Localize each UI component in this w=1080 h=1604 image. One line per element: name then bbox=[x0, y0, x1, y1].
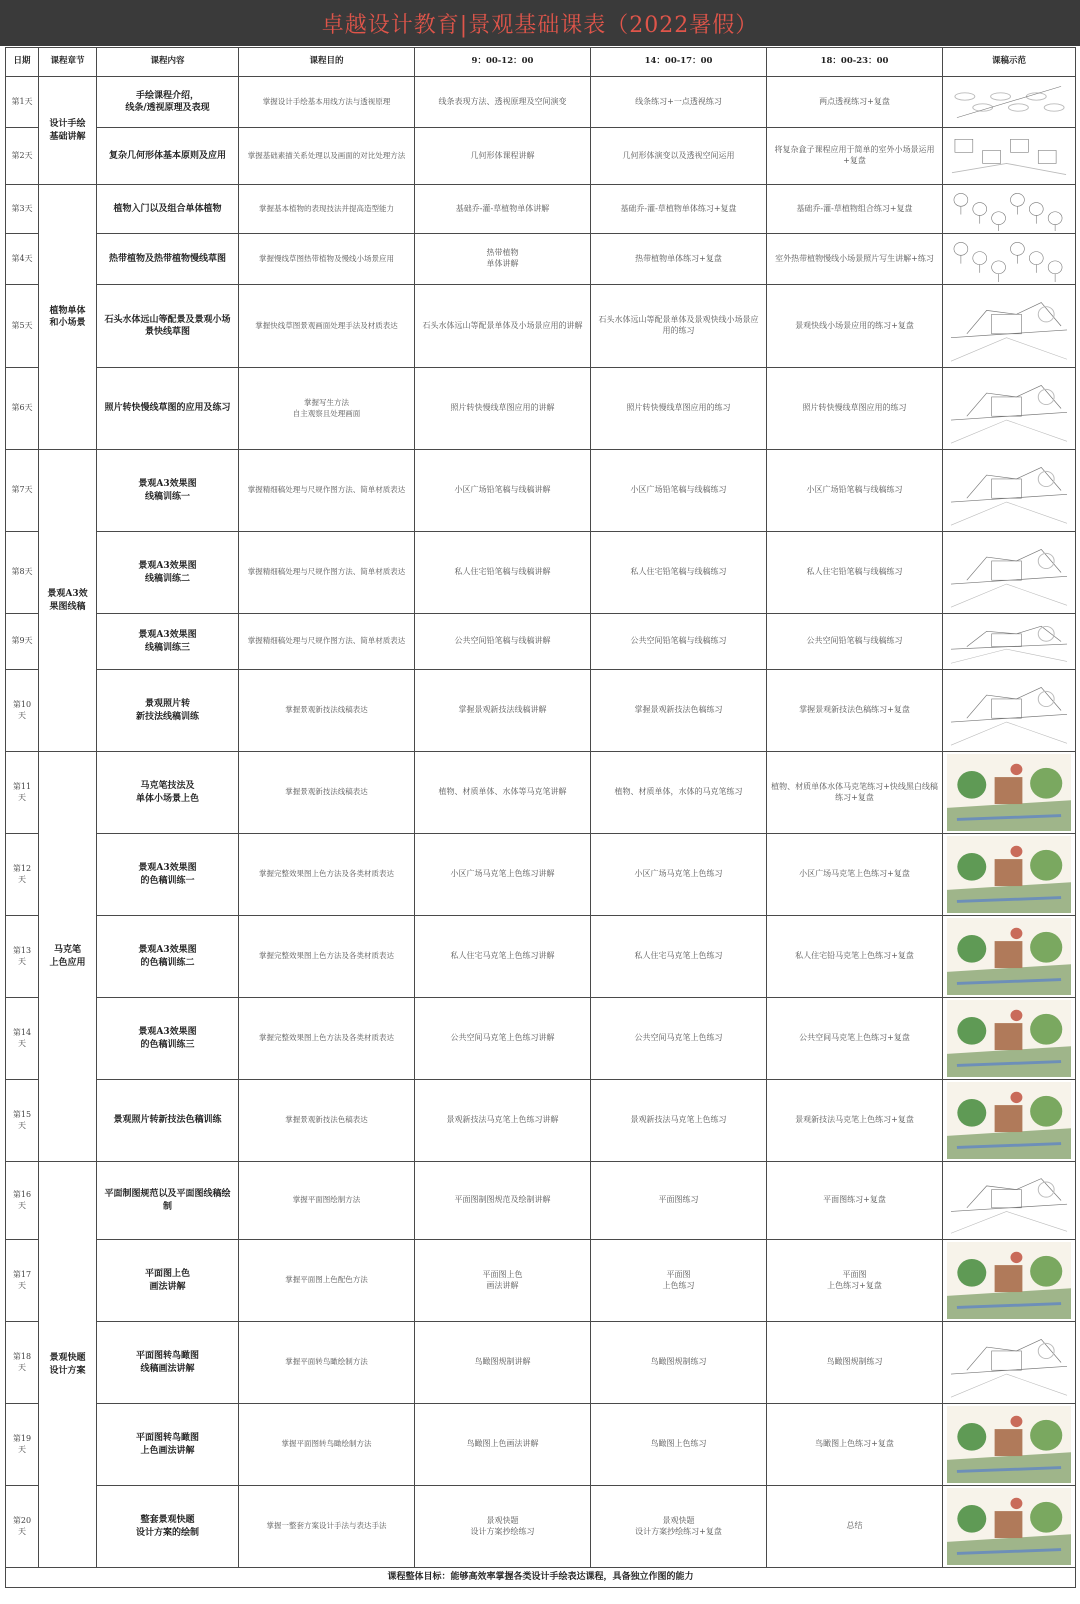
goal-cell: 掌握平面图转鸟瞰绘制方法 bbox=[239, 1404, 415, 1486]
evening-cell: 平面图 上色练习+复盘 bbox=[767, 1240, 943, 1322]
table-row bbox=[6, 234, 1076, 285]
table-row bbox=[6, 1162, 1076, 1240]
sample-image bbox=[943, 234, 1076, 285]
page-title: 卓越设计教育|景观基础课表（2022暑假） bbox=[321, 12, 759, 38]
table-row bbox=[6, 368, 1076, 450]
afternoon-cell: 热带植物单体练习+复盘 bbox=[591, 234, 767, 285]
day-cell: 第5天 bbox=[6, 285, 39, 368]
content-cell: 整套景观快题 设计方案的绘制 bbox=[97, 1486, 239, 1568]
table-row bbox=[6, 532, 1076, 614]
content-cell: 平面图转鸟瞰图 线稿画法讲解 bbox=[97, 1322, 239, 1404]
goal-cell: 掌握景观新技法线稿表达 bbox=[239, 670, 415, 752]
header-morning: 9：00-12：00 bbox=[415, 48, 591, 77]
evening-cell: 鸟瞰图规制练习 bbox=[767, 1322, 943, 1404]
afternoon-cell: 景观新技法马克笔上色练习 bbox=[591, 1080, 767, 1162]
content-cell: 复杂几何形体基本原则及应用 bbox=[97, 128, 239, 185]
day-cell: 第20天 bbox=[6, 1486, 39, 1568]
evening-cell: 两点透视练习+复盘 bbox=[767, 77, 943, 128]
goal-cell: 掌握快线草图景观画面处理手法及材质表达 bbox=[239, 285, 415, 368]
afternoon-cell: 景观快题 设计方案抄绘练习+复盘 bbox=[591, 1486, 767, 1568]
morning-cell: 鸟瞰图规制讲解 bbox=[415, 1322, 591, 1404]
sample-image bbox=[943, 1080, 1076, 1162]
morning-cell: 公共空间铅笔稿与线稿讲解 bbox=[415, 614, 591, 670]
morning-cell: 基础乔-灌-草植物单体讲解 bbox=[415, 185, 591, 234]
sample-image bbox=[943, 128, 1076, 185]
sample-image bbox=[943, 1486, 1076, 1568]
sample-image bbox=[943, 368, 1076, 450]
morning-cell: 私人住宅铅笔稿与线稿讲解 bbox=[415, 532, 591, 614]
day-cell: 第1天 bbox=[6, 77, 39, 128]
table-row bbox=[6, 752, 1076, 834]
morning-cell: 几何形体课程讲解 bbox=[415, 128, 591, 185]
day-cell: 第15天 bbox=[6, 1080, 39, 1162]
table-row bbox=[6, 998, 1076, 1080]
day-cell: 第19天 bbox=[6, 1404, 39, 1486]
afternoon-cell: 私人住宅马克笔上色练习 bbox=[591, 916, 767, 998]
content-cell: 景观A3效果图 线稿训练三 bbox=[97, 614, 239, 670]
header-row bbox=[6, 48, 1076, 77]
goal-cell: 掌握平面转鸟瞰绘制方法 bbox=[239, 1322, 415, 1404]
morning-cell: 公共空间马克笔上色练习讲解 bbox=[415, 998, 591, 1080]
title-bar bbox=[0, 0, 1080, 46]
content-cell: 景观A3效果图 的色稿训练三 bbox=[97, 998, 239, 1080]
sample-image bbox=[943, 834, 1076, 916]
sample-image bbox=[943, 185, 1076, 234]
content-cell: 景观照片转 新技法线稿训练 bbox=[97, 670, 239, 752]
day-cell: 第6天 bbox=[6, 368, 39, 450]
sample-image bbox=[943, 670, 1076, 752]
morning-cell: 热带植物 单体讲解 bbox=[415, 234, 591, 285]
content-cell: 手绘课程介绍， 线条/透视原理及表现 bbox=[97, 77, 239, 128]
day-cell: 第14天 bbox=[6, 998, 39, 1080]
content-cell: 平面图上色 画法讲解 bbox=[97, 1240, 239, 1322]
morning-cell: 平面图制图规范及绘制讲解 bbox=[415, 1162, 591, 1240]
content-cell: 热带植物及热带植物慢线草图 bbox=[97, 234, 239, 285]
chapter-cell: 马克笔 上色应用 bbox=[39, 752, 97, 1162]
chapter-cell: 植物单体 和小场景 bbox=[39, 185, 97, 450]
table-row bbox=[6, 1486, 1076, 1568]
afternoon-cell: 石头水体远山等配景单体及景观快线小场景应用的练习 bbox=[591, 285, 767, 368]
chapter-cell: 景观A3效 果图线稿 bbox=[39, 450, 97, 752]
header-content: 课程内容 bbox=[97, 48, 239, 77]
table-row bbox=[6, 1404, 1076, 1486]
morning-cell: 鸟瞰图上色画法讲解 bbox=[415, 1404, 591, 1486]
evening-cell: 平面图练习+复盘 bbox=[767, 1162, 943, 1240]
table-row bbox=[6, 1080, 1076, 1162]
evening-cell: 基础乔-灌-草植物组合练习+复盘 bbox=[767, 185, 943, 234]
goal-cell: 掌握完整效果图上色方法及各类材质表达 bbox=[239, 834, 415, 916]
goal-cell: 掌握精细稿处理与尺规作图方法、简单材质表达 bbox=[239, 614, 415, 670]
content-cell: 植物入门以及组合单体植物 bbox=[97, 185, 239, 234]
day-cell: 第4天 bbox=[6, 234, 39, 285]
sample-image bbox=[943, 1162, 1076, 1240]
sample-image bbox=[943, 77, 1076, 128]
header-afternoon: 14：00-17：00 bbox=[591, 48, 767, 77]
afternoon-cell: 几何形体演变以及透视空间运用 bbox=[591, 128, 767, 185]
goal-cell: 掌握设计手绘基本用线方法与透视原理 bbox=[239, 77, 415, 128]
afternoon-cell: 鸟瞰图上色练习 bbox=[591, 1404, 767, 1486]
sample-image bbox=[943, 285, 1076, 368]
table-row bbox=[6, 916, 1076, 998]
afternoon-cell: 照片转快慢线草图应用的练习 bbox=[591, 368, 767, 450]
content-cell: 马克笔技法及 单体小场景上色 bbox=[97, 752, 239, 834]
table-row bbox=[6, 77, 1076, 128]
schedule-body bbox=[6, 77, 1076, 1568]
chapter-cell: 设计手绘 基础讲解 bbox=[39, 77, 97, 185]
afternoon-cell: 平面图练习 bbox=[591, 1162, 767, 1240]
afternoon-cell: 线条练习+一点透视练习 bbox=[591, 77, 767, 128]
day-cell: 第10天 bbox=[6, 670, 39, 752]
morning-cell: 私人住宅马克笔上色练习讲解 bbox=[415, 916, 591, 998]
header-sample: 课稿示范 bbox=[943, 48, 1076, 77]
evening-cell: 鸟瞰图上色练习+复盘 bbox=[767, 1404, 943, 1486]
evening-cell: 植物、材质单体水体马克笔练习+快线黑白线稿练习+复盘 bbox=[767, 752, 943, 834]
table-row bbox=[6, 670, 1076, 752]
afternoon-cell: 小区广场铅笔稿与线稿练习 bbox=[591, 450, 767, 532]
goal-cell: 掌握完整效果图上色方法及各类材质表达 bbox=[239, 998, 415, 1080]
morning-cell: 掌握景观新技法线稿讲解 bbox=[415, 670, 591, 752]
morning-cell: 石头水体远山等配景单体及小场景应用的讲解 bbox=[415, 285, 591, 368]
day-cell: 第11天 bbox=[6, 752, 39, 834]
evening-cell: 私人住宅铅笔稿与线稿练习 bbox=[767, 532, 943, 614]
afternoon-cell: 基础乔-灌-草植物单体练习+复盘 bbox=[591, 185, 767, 234]
header-goal: 课程目的 bbox=[239, 48, 415, 77]
content-cell: 景观A3效果图 线稿训练二 bbox=[97, 532, 239, 614]
content-cell: 照片转快慢线草图的应用及练习 bbox=[97, 368, 239, 450]
goal-cell: 掌握写生方法 自主观察且处理画面 bbox=[239, 368, 415, 450]
evening-cell: 小区广场铅笔稿与线稿练习 bbox=[767, 450, 943, 532]
morning-cell: 景观新技法马克笔上色练习讲解 bbox=[415, 1080, 591, 1162]
chapter-cell: 景观快题 设计方案 bbox=[39, 1162, 97, 1568]
evening-cell: 室外热带植物慢线小场景照片写生讲解+练习 bbox=[767, 234, 943, 285]
header-evening: 18：00-23：00 bbox=[767, 48, 943, 77]
goal-cell: 掌握平面图上色配色方法 bbox=[239, 1240, 415, 1322]
day-cell: 第2天 bbox=[6, 128, 39, 185]
day-cell: 第16天 bbox=[6, 1162, 39, 1240]
morning-cell: 线条表现方法、透视原理及空间演变 bbox=[415, 77, 591, 128]
content-cell: 景观照片转新技法色稿训练 bbox=[97, 1080, 239, 1162]
sample-image bbox=[943, 614, 1076, 670]
day-cell: 第8天 bbox=[6, 532, 39, 614]
goal-cell: 掌握基本植物的表现技法并提高造型能力 bbox=[239, 185, 415, 234]
header-chapter: 课程章节 bbox=[39, 48, 97, 77]
sample-image bbox=[943, 532, 1076, 614]
goal-cell: 掌握完整效果图上色方法及各类材质表达 bbox=[239, 916, 415, 998]
goal-cell: 掌握精细稿处理与尺规作图方法、简单材质表达 bbox=[239, 450, 415, 532]
morning-cell: 平面图上色 画法讲解 bbox=[415, 1240, 591, 1322]
sample-image bbox=[943, 752, 1076, 834]
evening-cell: 景观快线小场景应用的练习+复盘 bbox=[767, 285, 943, 368]
sample-image bbox=[943, 1322, 1076, 1404]
header-date: 日期 bbox=[6, 48, 39, 77]
goal-cell: 掌握慢线草图热带植物及慢线小场景应用 bbox=[239, 234, 415, 285]
evening-cell: 掌握景观新技法色稿练习+复盘 bbox=[767, 670, 943, 752]
content-cell: 景观A3效果图 的色稿训练一 bbox=[97, 834, 239, 916]
day-cell: 第12天 bbox=[6, 834, 39, 916]
table-row bbox=[6, 450, 1076, 532]
afternoon-cell: 掌握景观新技法色稿练习 bbox=[591, 670, 767, 752]
goal-cell: 掌握精细稿处理与尺规作图方法、简单材质表达 bbox=[239, 532, 415, 614]
content-cell: 平面图转鸟瞰图 上色画法讲解 bbox=[97, 1404, 239, 1486]
afternoon-cell: 公共空间铅笔稿与线稿练习 bbox=[591, 614, 767, 670]
evening-cell: 公共空间铅笔稿与线稿练习 bbox=[767, 614, 943, 670]
table-row bbox=[6, 1240, 1076, 1322]
afternoon-cell: 私人住宅铅笔稿与线稿练习 bbox=[591, 532, 767, 614]
table-row bbox=[6, 128, 1076, 185]
evening-cell: 景观新技法马克笔上色练习+复盘 bbox=[767, 1080, 943, 1162]
evening-cell: 公共空间马克笔上色练习+复盘 bbox=[767, 998, 943, 1080]
evening-cell: 将复杂盒子课程应用于简单的室外小场景运用+复盘 bbox=[767, 128, 943, 185]
table-row bbox=[6, 285, 1076, 368]
sample-image bbox=[943, 916, 1076, 998]
content-cell: 景观A3效果图 的色稿训练二 bbox=[97, 916, 239, 998]
afternoon-cell: 平面图 上色练习 bbox=[591, 1240, 767, 1322]
table-row bbox=[6, 1322, 1076, 1404]
morning-cell: 景观快题 设计方案抄绘练习 bbox=[415, 1486, 591, 1568]
evening-cell: 总结 bbox=[767, 1486, 943, 1568]
goal-cell: 掌握一整套方案设计手法与表达手法 bbox=[239, 1486, 415, 1568]
goal-cell: 掌握基础素描关系处理以及画面的对比处理方法 bbox=[239, 128, 415, 185]
afternoon-cell: 小区广场马克笔上色练习 bbox=[591, 834, 767, 916]
day-cell: 第7天 bbox=[6, 450, 39, 532]
day-cell: 第13天 bbox=[6, 916, 39, 998]
sample-image bbox=[943, 450, 1076, 532]
goal-cell: 掌握景观新技法色稿表达 bbox=[239, 1080, 415, 1162]
evening-cell: 小区广场马克笔上色练习+复盘 bbox=[767, 834, 943, 916]
table-row bbox=[6, 185, 1076, 234]
afternoon-cell: 植物、材质单体，水体的马克笔练习 bbox=[591, 752, 767, 834]
course-goal-summary: 课程整体目标：能够高效率掌握各类设计手绘表达课程，具备独立作图的能力 bbox=[6, 1568, 1076, 1588]
table-row bbox=[6, 614, 1076, 670]
content-cell: 石头水体远山等配景及景观小场景快线草图 bbox=[97, 285, 239, 368]
day-cell: 第3天 bbox=[6, 185, 39, 234]
evening-cell: 私人住宅铅马克笔上色练习+复盘 bbox=[767, 916, 943, 998]
morning-cell: 小区广场马克笔上色练习讲解 bbox=[415, 834, 591, 916]
content-cell: 景观A3效果图 线稿训练一 bbox=[97, 450, 239, 532]
table-row bbox=[6, 834, 1076, 916]
afternoon-cell: 公共空间马克笔上色练习 bbox=[591, 998, 767, 1080]
morning-cell: 小区广场铅笔稿与线稿讲解 bbox=[415, 450, 591, 532]
evening-cell: 照片转快慢线草图应用的练习 bbox=[767, 368, 943, 450]
day-cell: 第9天 bbox=[6, 614, 39, 670]
morning-cell: 照片转快慢线草图应用的讲解 bbox=[415, 368, 591, 450]
footer-row bbox=[6, 1568, 1076, 1588]
schedule-table bbox=[5, 47, 1076, 1588]
afternoon-cell: 鸟瞰图规制练习 bbox=[591, 1322, 767, 1404]
morning-cell: 植物、材质单体、水体等马克笔讲解 bbox=[415, 752, 591, 834]
goal-cell: 掌握景观新技法线稿表达 bbox=[239, 752, 415, 834]
sample-image bbox=[943, 998, 1076, 1080]
day-cell: 第18天 bbox=[6, 1322, 39, 1404]
sample-image bbox=[943, 1404, 1076, 1486]
day-cell: 第17天 bbox=[6, 1240, 39, 1322]
content-cell: 平面制图规范以及平面图线稿绘制 bbox=[97, 1162, 239, 1240]
goal-cell: 掌握平面图绘制方法 bbox=[239, 1162, 415, 1240]
sample-image bbox=[943, 1240, 1076, 1322]
